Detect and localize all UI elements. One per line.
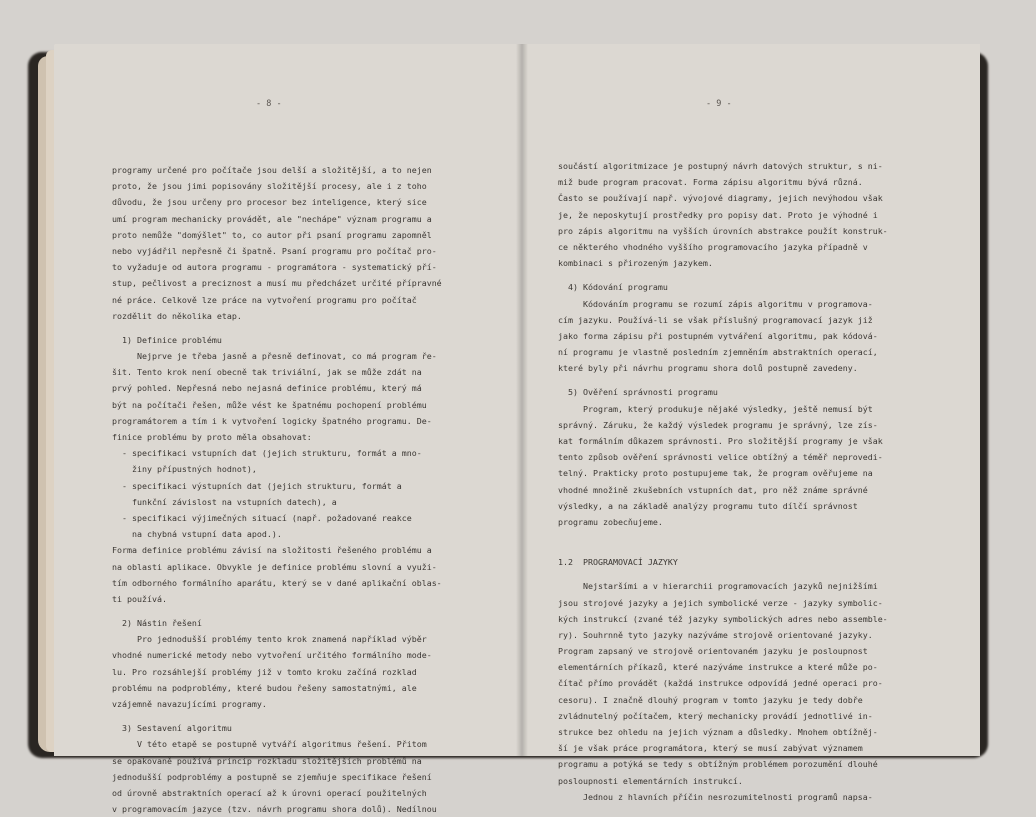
text-line: správný. Záruku, že každý výsledek programu je správný, lze zís- bbox=[558, 419, 878, 430]
text-line: programu a potýká se tedy s obtížným problémem porozumění dlouhé bbox=[558, 759, 878, 770]
text-line: v programovacím jazyce (tzv. návrh programu shora dolů). Nedílnou bbox=[112, 804, 437, 815]
text-line bbox=[112, 324, 442, 332]
text-line bbox=[558, 546, 888, 554]
left-page bbox=[54, 44, 522, 815]
text-line: od úrovně abstraktních operací až k úrovni operací použitelných bbox=[112, 787, 427, 798]
text-line bbox=[558, 271, 888, 279]
text-line: ti používá. bbox=[112, 593, 167, 604]
text-line: 4) Kódování programu bbox=[558, 282, 668, 293]
text-line: 3) Sestavení algoritmu bbox=[112, 723, 232, 734]
text-line: čítač přímo provádět (každá instrukce odpovídá jedné operaci pro- bbox=[558, 678, 883, 689]
text-line: Forma definice problému závisí na složitosti řešeného problému a bbox=[112, 545, 432, 556]
text-line bbox=[112, 712, 442, 720]
text-line: šit. Tento krok není obecně tak triviální, jak se může zdát na bbox=[112, 367, 422, 378]
text-line: umí program mechanicky provádět, ale "nechápe" význam programu a bbox=[112, 213, 432, 224]
text-line: programu zobecňujeme. bbox=[558, 516, 663, 527]
text-line: - specifikaci vstupních dat (jejich strukturu, formát a mno- bbox=[112, 448, 422, 459]
text-line: být na počítači řešen, může vést ke špatnému pochopení problému bbox=[112, 399, 427, 410]
text-line: 2) Nástin řešení bbox=[112, 618, 202, 629]
text-line: na oblasti aplikace. Obvykle je definice problému slovní a využi- bbox=[112, 561, 437, 572]
text-line bbox=[558, 376, 888, 384]
text-line: se opakovaně používá princip rozkladu složitějších problémů na bbox=[112, 755, 422, 766]
text-line bbox=[558, 570, 888, 578]
text-line: součástí algoritmizace je postupný návrh datových struktur, s ni- bbox=[558, 161, 883, 171]
text-line: - specifikaci výjimečných situací (např. požadované reakce bbox=[112, 512, 412, 523]
text-line: V této etapě se postupně vytváří algoritmus řešení. Přitom bbox=[112, 739, 427, 750]
text-line: - specifikaci výstupních dat (jejich strukturu, formát a bbox=[112, 480, 402, 491]
text-line: ce některého vhodného vyššího programovacího jazyka případně v bbox=[558, 241, 868, 252]
text-line: kat formálním důkazem správnosti. Pro složitější programy je však bbox=[558, 436, 883, 446]
text-line: posloupnosti elementárních instrukcí. bbox=[558, 775, 743, 786]
text-line: jsou strojové jazyky a jejich symbolické verze - jazyky symbolic- bbox=[558, 597, 883, 608]
text-line: prvý pohled. Nepřesná nebo nejasná definice problému, který má bbox=[112, 383, 422, 394]
text-line: které byly při návrhu programu shora dolů postupně zavedeny. bbox=[558, 363, 858, 374]
right-page bbox=[522, 44, 980, 802]
text-line: 1.2 PROGRAMOVACÍ JAZYKY bbox=[558, 557, 678, 568]
text-line: pro zápis algoritmu na vyšších úrovních abstrakce použít konstruk- bbox=[558, 225, 888, 236]
text-line: vzájemně navazujícími programy. bbox=[112, 699, 267, 709]
text-line: rozdělit do několika etap. bbox=[112, 310, 242, 321]
text-line: vhodné numerické metody nebo vytvoření určitého formálního mode- bbox=[112, 650, 432, 661]
text-line bbox=[558, 538, 888, 546]
text-line: cím jazyku. Používá-li se však příslušný programovací jazyk již bbox=[558, 314, 873, 325]
text-line: né práce. Celkově lze práce na vytvoření programu pro počítač bbox=[112, 294, 417, 305]
text-line: Nejstaršími a v hierarchii programovacích jazyků nejnižšími bbox=[558, 581, 878, 592]
text-line: 5) Ověření správnosti programu bbox=[558, 387, 718, 398]
text-line: ní programu je vlastně posledním zjemněním abstraktních operací, bbox=[558, 347, 878, 358]
text-line: ší je však práce programátora, který se musí zabývat významem bbox=[558, 743, 863, 754]
text-line: finice problému by proto měla obsahovat: bbox=[112, 432, 312, 442]
text-line: vhodné množině zkušebních vstupních dat, pro něž známe správné bbox=[558, 484, 868, 495]
text-line: Kódováním programu se rozumí zápis algoritmu v programova- bbox=[558, 298, 873, 309]
text-line: kých instrukcí (zvané též jazyky symbolických adres nebo assemble- bbox=[558, 613, 888, 624]
text-line: Program, který produkuje nějaké výsledky, ještě nemusí být bbox=[558, 403, 873, 414]
text-line bbox=[112, 607, 442, 615]
text-line: Pro jednodušší problémy tento krok znamená například výběr bbox=[112, 634, 427, 645]
text-line: je, že neposkytují prostředky pro popisy dat. Proto je výhodné i bbox=[558, 209, 878, 220]
text-line: ry). Souhrnně tyto jazyky nazýváme strojově orientované jazyky. bbox=[558, 629, 873, 640]
text-line: 1) Definice problému bbox=[112, 334, 222, 345]
text-line: Často se používají např. vývojové diagramy, jejich nevýhodou však bbox=[558, 193, 883, 204]
text-line: zvládnutelný počítačem, který mechanicky provádí jednotlivé in- bbox=[558, 710, 873, 721]
text-line: na chybná vstupní data apod.). bbox=[112, 529, 282, 540]
text-line: nebo vyjádřil nepřesně či špatně. Psaní programu pro počítač pro- bbox=[112, 245, 437, 256]
text-line bbox=[558, 530, 888, 538]
book-gutter bbox=[516, 44, 528, 756]
text-line: Jednou z hlavních příčin nesrozumitelnosti programů napsa- bbox=[558, 791, 873, 802]
text-line: stup, pečlivost a preciznost a musí mu předcházet určité přípravné bbox=[112, 278, 442, 289]
right-page-number: - 9 - bbox=[706, 99, 732, 109]
text-line: programátorem a tím i k vytvoření logicky špatného programu. De- bbox=[112, 415, 432, 426]
text-line: problému na podproblémy, které budou řešeny samostatnými, ale bbox=[112, 682, 417, 693]
text-line: proto, že jsou jimi popisovány složitější procesy, ale i z toho bbox=[112, 181, 427, 192]
text-line: Program zapsaný ve strojově orientovaném jazyku je posloupnost bbox=[558, 646, 868, 657]
text-line: jednodušší podproblémy a postupně se zjemňuje specifikace řešení bbox=[112, 771, 432, 782]
text-line: elementárních příkazů, které nazýváme instrukce a které může po- bbox=[558, 662, 878, 673]
text-line: jako forma zápisu při postupném vytváření algoritmu, pak kódová- bbox=[558, 330, 878, 341]
text-line: proto nemůže "domýšlet" to, co autor při psaní programu zapomněl bbox=[112, 229, 432, 240]
text-line: tím odborného formálního aparátu, který se v dané aplikační oblas- bbox=[112, 577, 442, 588]
text-line: funkční závislost na vstupních datech), a bbox=[112, 496, 337, 507]
text-line: programy určené pro počítače jsou delší a složitější, a to nejen bbox=[112, 165, 432, 175]
text-line: kombinaci s přirozeným jazykem. bbox=[558, 258, 713, 269]
text-line: lu. Pro rozsáhlejší problémy již v tomto kroku začíná rozklad bbox=[112, 666, 417, 677]
text-line: výsledky, a na základě analýzy programu tuto dílčí správnost bbox=[558, 500, 858, 511]
text-line: Nejprve je třeba jasně a přesně definovat, co má program ře- bbox=[112, 351, 437, 362]
right-page-text bbox=[558, 158, 888, 805]
text-line: miž bude program pracovat. Forma zápisu algoritmu bývá různá. bbox=[558, 177, 863, 188]
text-line: důvodu, že jsou určeny pro procesor bez inteligence, který sice bbox=[112, 197, 427, 208]
left-page-number: - 8 - bbox=[256, 99, 282, 109]
text-line: cesoru). I značně dlouhý program v tomto jazyku je tedy dobře bbox=[558, 694, 863, 705]
text-line: žiny přípustných hodnot), bbox=[112, 464, 257, 475]
text-line: tento způsob ověření správnosti velice obtížný a téměř neprovedi- bbox=[558, 452, 883, 463]
text-line: telný. Prakticky proto postupujeme tak, že program ověřujeme na bbox=[558, 468, 873, 479]
left-page-text bbox=[112, 162, 442, 817]
text-line: to vyžaduje od autora programu - programátora - systematický pří- bbox=[112, 262, 437, 273]
text-line: strukce bez ohledu na jejich význam a důsledky. Mnohem obtížněj- bbox=[558, 727, 878, 737]
